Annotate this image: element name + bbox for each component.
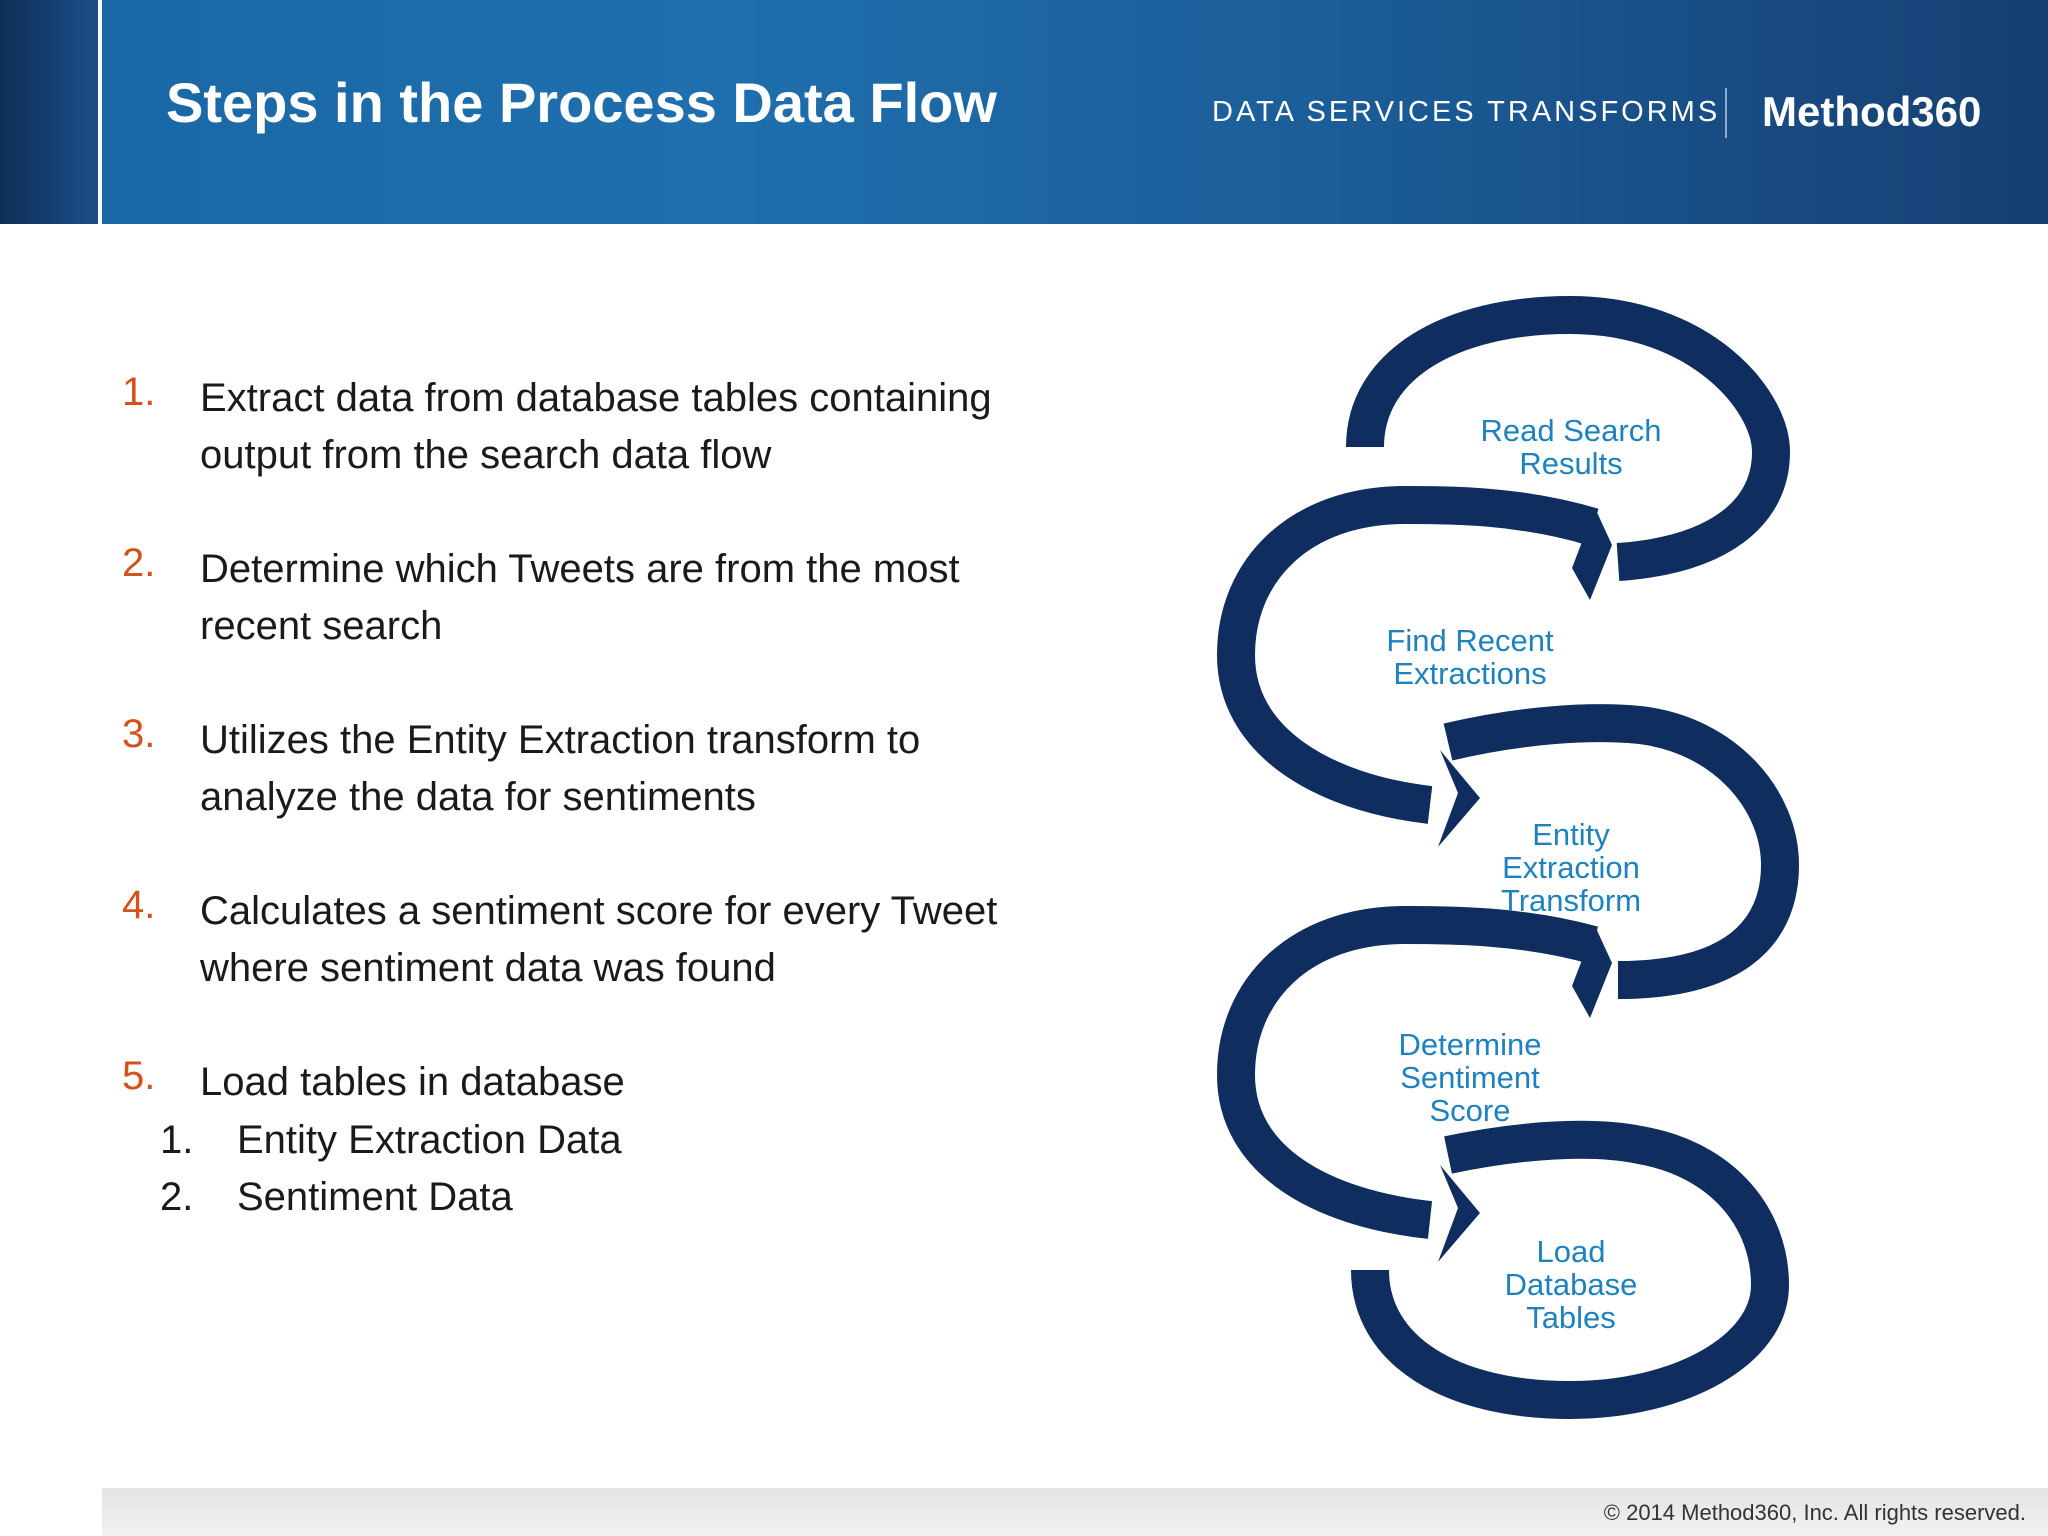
step-text: Determine which Tweets are from the most recent search	[200, 547, 960, 648]
sub-step-number: 2.	[160, 1175, 194, 1219]
node-find-recent-extractions: Find Recent Extractions	[1386, 623, 1554, 691]
node-read-search-results: Read Search Results	[1480, 413, 1662, 481]
sub-step-text: Entity Extraction Data	[237, 1118, 622, 1162]
header-accent-strip	[0, 0, 98, 224]
node-determine-sentiment-score: Determine Sentiment Score	[1398, 1027, 1542, 1128]
step-text: Utilizes the Entity Extraction transform to analyze the data for sentiments	[200, 718, 921, 819]
page-title: Steps in the Process Data Flow	[166, 71, 997, 134]
sub-step-text: Sentiment Data	[237, 1175, 513, 1219]
node-load-database-tables: Load Database Tables	[1504, 1234, 1638, 1335]
node-entity-extraction-transform: Entity Extraction Transform	[1500, 817, 1642, 918]
process-flow-diagram	[1200, 280, 1840, 1460]
step-text: Extract data from database tables containing output from the search data flow	[200, 376, 992, 477]
header-divider	[1725, 88, 1727, 138]
step-number: 5.	[122, 1054, 156, 1098]
step-text: Load tables in database	[200, 1060, 625, 1104]
step-text: Calculates a sentiment score for every Tweet where sentiment data was found	[200, 889, 998, 990]
step-number: 3.	[122, 712, 156, 756]
header-banner	[0, 0, 2048, 224]
sub-step-number: 1.	[160, 1118, 194, 1162]
copyright-text: © 2014 Method360, Inc. All rights reserved.	[1603, 1500, 2026, 1525]
brand-logo: Method360	[1762, 88, 1982, 135]
step-number: 2.	[122, 541, 156, 585]
footer-bar	[102, 1488, 2048, 1536]
header-accent-line	[98, 0, 102, 224]
step-number: 4.	[122, 883, 156, 927]
section-label: DATA SERVICES TRANSFORMS	[1212, 96, 1721, 128]
step-number: 1.	[122, 370, 156, 414]
